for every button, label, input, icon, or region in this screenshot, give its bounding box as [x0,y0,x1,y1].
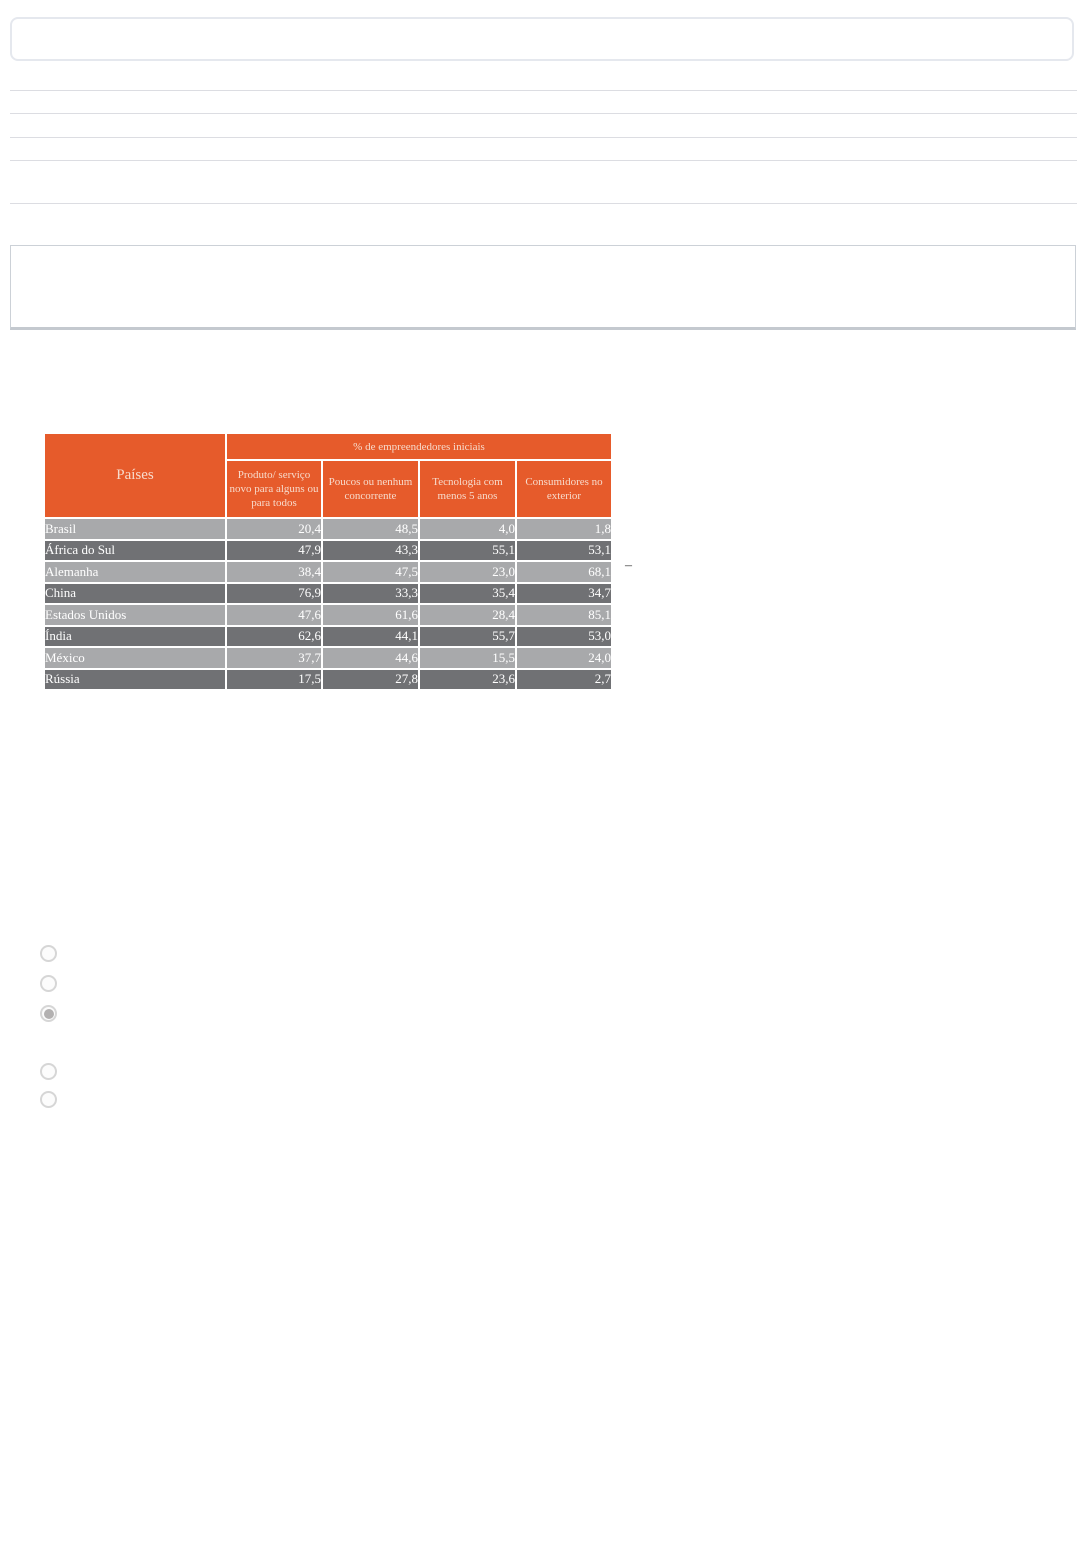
answer-option-radio-2[interactable] [40,975,57,992]
value-cell: 38,4 [227,562,321,582]
table-row [45,670,611,690]
value-cell: 68,1 [517,562,611,582]
value-cell: 53,1 [517,541,611,561]
stray-dash-text: – [625,558,632,573]
table-group-header: % de empreendedores iniciais [227,434,611,459]
entrepreneurs-table [43,432,613,691]
value-cell: 35,4 [420,584,515,604]
table-row [45,584,611,604]
value-cell: 62,6 [227,627,321,647]
country-cell: Índia [45,627,225,647]
value-cell: 33,3 [323,584,418,604]
divider-line [10,90,1077,91]
value-cell: 23,0 [420,562,515,582]
value-cell: 55,1 [420,541,515,561]
country-cell: México [45,648,225,668]
value-cell: 76,9 [227,584,321,604]
table-row [45,541,611,561]
country-cell: China [45,584,225,604]
table-col-header: Poucos ou nenhum concorrente [323,461,418,517]
value-cell: 53,0 [517,627,611,647]
value-cell: 24,0 [517,648,611,668]
table-row [45,519,611,539]
country-cell: Rússia [45,670,225,690]
divider-line [10,203,1077,204]
value-cell: 85,1 [517,605,611,625]
country-cell: Brasil [45,519,225,539]
value-cell: 4,0 [420,519,515,539]
empty-header-card [10,17,1074,61]
answer-option-radio-5[interactable] [40,1091,57,1108]
value-cell: 1,8 [517,519,611,539]
divider-line [10,137,1077,138]
value-cell: 47,5 [323,562,418,582]
entrepreneurs-table-wrap [43,432,613,691]
answer-option-radio-3-selected[interactable] [40,1005,57,1022]
value-cell: 44,6 [323,648,418,668]
divider-line [10,113,1077,114]
value-cell: 27,8 [323,670,418,690]
value-cell: 55,7 [420,627,515,647]
value-cell: 61,6 [323,605,418,625]
question-statement-box [10,245,1076,330]
answer-option-radio-1[interactable] [40,945,57,962]
country-cell: Alemanha [45,562,225,582]
value-cell: 2,7 [517,670,611,690]
value-cell: 37,7 [227,648,321,668]
value-cell: 23,6 [420,670,515,690]
table-row [45,648,611,668]
value-cell: 15,5 [420,648,515,668]
table-corner-header: Países [45,434,225,517]
value-cell: 20,4 [227,519,321,539]
value-cell: 28,4 [420,605,515,625]
country-cell: África do Sul [45,541,225,561]
table-row [45,627,611,647]
table-col-header: Consumidores no exterior [517,461,611,517]
answer-option-radio-4[interactable] [40,1063,57,1080]
divider-line [10,160,1077,161]
value-cell: 47,9 [227,541,321,561]
value-cell: 43,3 [323,541,418,561]
table-col-header: Tecnologia com menos 5 anos [420,461,515,517]
value-cell: 47,6 [227,605,321,625]
value-cell: 44,1 [323,627,418,647]
table-col-header: Produto/ serviço novo para alguns ou para todos [227,461,321,517]
value-cell: 34,7 [517,584,611,604]
country-cell: Estados Unidos [45,605,225,625]
table-row [45,562,611,582]
table-row [45,605,611,625]
value-cell: 48,5 [323,519,418,539]
value-cell: 17,5 [227,670,321,690]
